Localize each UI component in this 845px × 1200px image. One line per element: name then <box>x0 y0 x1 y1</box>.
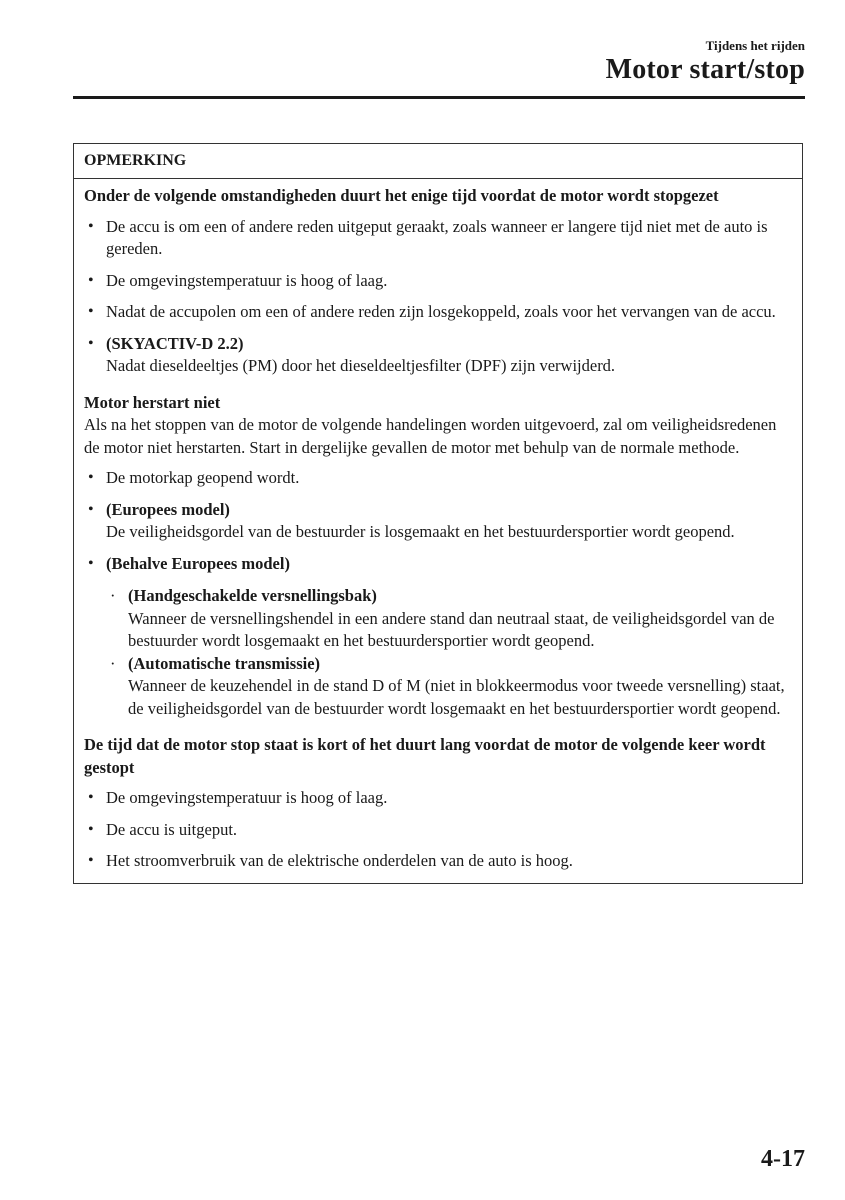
list-item <box>84 499 792 544</box>
note-box <box>73 143 803 884</box>
list-item <box>84 553 792 721</box>
page-title: Motor start/stop <box>605 54 805 85</box>
note-heading: OPMERKING <box>74 144 802 179</box>
bullet-icon: • <box>88 500 94 518</box>
list-item <box>84 819 792 842</box>
page-number: 4-17 <box>761 1146 805 1172</box>
list-item <box>84 301 792 324</box>
list-item <box>84 850 792 873</box>
item-text: Het stroomverbruik van de elektrische onderdelen van de auto is hoog. <box>106 851 573 870</box>
item-label: (SKYACTIV-D 2.2) <box>106 333 244 353</box>
bullet-icon: • <box>88 271 94 289</box>
bullet-icon: • <box>88 334 94 352</box>
sub-item-text: Wanneer de versnellingshendel in een andere stand dan neutraal staat, de veiligheidsgordel van de bestuurder wordt losgemaakt en het bestuurdersportier wordt geopend. <box>128 608 775 650</box>
list-item <box>84 270 792 293</box>
list-item <box>84 787 792 810</box>
note-body <box>74 179 802 883</box>
section-heading: Motor herstart niet <box>84 392 221 412</box>
sub-bullet-icon: · <box>110 653 116 673</box>
item-text: De omgevingstemperatuur is hoog of laag. <box>106 270 388 290</box>
item-text: Nadat de accupolen om een of andere reden zijn losgekoppeld, zoals voor het vervangen van de accu. <box>106 302 776 321</box>
sub-list-item <box>106 585 792 653</box>
sub-item-text: Wanneer de keuzehendel in de stand D of M (niet in blokkeermodus voor tweede versnelling) staat, de veiligheidsgordel van de bestuurder wordt losgemaakt en het bestuurdersportier wordt geopend. <box>128 676 785 718</box>
item-text: Nadat dieseldeeltjes (PM) door het dieseldeeltjesfilter (DPF) zijn verwijderd. <box>106 356 616 375</box>
note-section <box>84 734 792 873</box>
bullet-list <box>84 787 792 873</box>
item-text: De omgevingstemperatuur is hoog of laag. <box>106 788 388 807</box>
list-item <box>84 467 792 490</box>
item-text: De accu is om een of andere reden uitgeput geraakt, zoals wanneer er langere tijd niet met de auto is gereden. <box>106 216 768 258</box>
bullet-icon: • <box>88 789 94 806</box>
section-heading: De tijd dat de motor stop staat is kort of het duurt lang voordat de motor de volgende keer wordt gestopt <box>84 735 766 777</box>
bullet-icon: • <box>88 469 94 486</box>
section-heading: Onder de volgende omstandigheden duurt het enige tijd voordat de motor wordt stopgezet <box>84 186 719 205</box>
section-intro: Als na het stoppen van de motor de volgende handelingen worden uitgevoerd, zal om veiligheidsredenen de motor niet herstarten. Start in dergelijke gevallen de motor met behulp van de normale methode. <box>84 415 777 457</box>
item-text: De accu is uitgeput. <box>106 819 238 839</box>
bullet-list <box>84 467 792 720</box>
sub-item-label: (Automatische transmissie) <box>128 653 321 673</box>
item-text: De veiligheidsgordel van de bestuurder is losgemaakt en het bestuurdersportier wordt geopend. <box>106 522 735 541</box>
bullet-icon: • <box>88 554 94 572</box>
sub-list <box>106 585 792 720</box>
list-item <box>84 333 792 378</box>
bullet-icon: • <box>88 303 94 320</box>
note-section <box>84 392 792 721</box>
item-text: De motorkap geopend wordt. <box>106 468 300 487</box>
sub-bullet-icon: · <box>110 586 116 605</box>
bullet-list <box>84 216 792 378</box>
sub-item-label: (Handgeschakelde versnellingsbak) <box>128 586 377 605</box>
section-label: Tijdens het rijden <box>705 38 805 53</box>
note-section <box>84 185 792 378</box>
header-divider <box>73 96 805 99</box>
item-label: (Europees model) <box>106 499 230 519</box>
item-label: (Behalve Europees model) <box>106 553 290 573</box>
list-item <box>84 216 792 261</box>
sub-list-item <box>106 653 792 721</box>
bullet-icon: • <box>88 217 94 235</box>
bullet-icon: • <box>88 820 94 838</box>
bullet-icon: • <box>88 852 94 869</box>
